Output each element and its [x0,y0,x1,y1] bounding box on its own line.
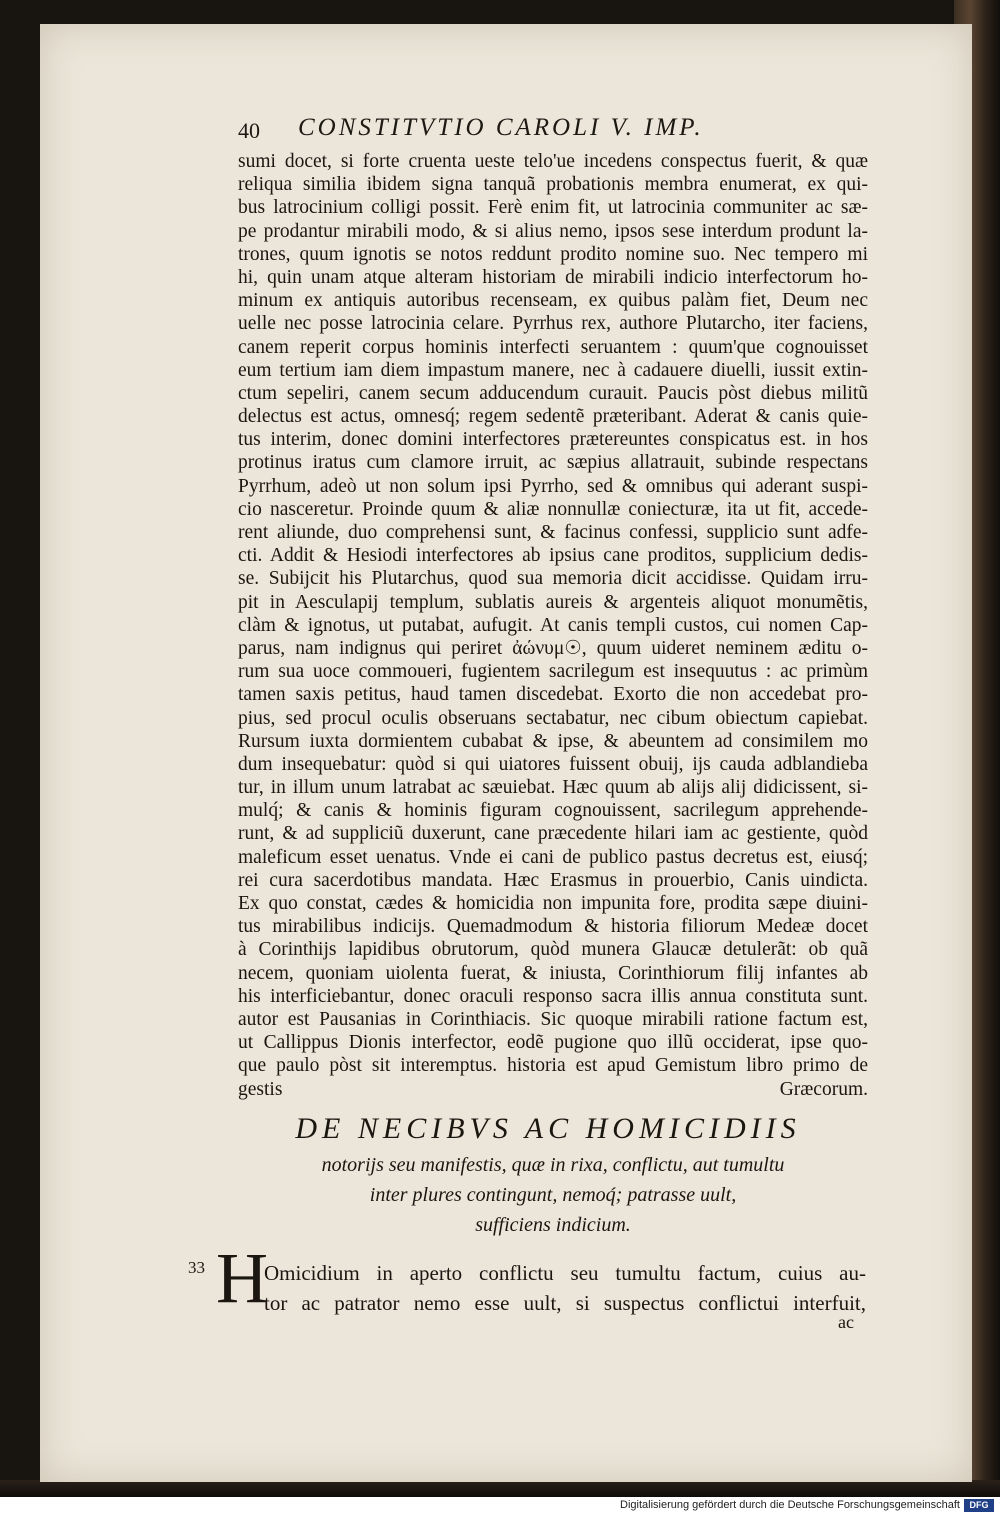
text-line: tus interim, donec domini interfectores prætereuntes conspicatus est. in hos [238,429,868,451]
article-line: tor ac patrator nemo esse uult, si suspectus conflictui interfuit, [264,1291,866,1315]
text-line: eum tertium iam diem impastum manere, nec à cadauere diuelli, iussit extin- [238,359,868,381]
text-line: Ex quo constat, cædes & homicidia non impunita fore, prodita sæpe diuini- [238,893,868,914]
text-line: sumi docet, si forte cruenta ueste telo'ue incedens conspectus fuerit, & quæ [238,151,868,172]
text-line: que paulo pòst sit interemptus. historia est apud Gemistum libro primo de [238,1055,868,1077]
text-line: rent aliunde, duo comprehensi sunt, & facinus confessi, supplicio sunt adfe- [238,522,868,543]
text-line: à Corinthijs lapidibus obrutorum, quòd munera Glaucæ detulerãt: ob quã [238,939,868,961]
text-line: ctum sepeliri, canem secum adducendum curauit. Paucis pòst diebus militũ [238,382,868,404]
text-line: minum ex antiquis autoribus recenseam, ex quibus palàm fiet, Deum nec [238,290,868,312]
page-number: 40 [238,118,260,143]
subheading-line: sufficiens indicium. [475,1214,631,1236]
text-line: bus latrocinium colligi possit. Ferè enim fit, ut latrocinia communiter ac sæ- [238,197,868,219]
text-line: pe prodantur mirabili modo, & si alius nemo, ipsos sese interdum produnt la- [238,220,868,242]
text-line: ut Callippus Dionis interfector, eodẽ pugione quo illũ occiderat, ipse quo- [238,1032,868,1054]
text-line: rei cura sacerdotibus mandata. Hæc Erasmus in prouerbio, Canis uindicta. [238,869,868,891]
text-line: Rursum iuxta dormientem cubabat & ipse, & abeuntem ad consimilem mo [238,730,868,752]
article-text [264,1258,866,1318]
text-line: mulq́; & canis & hominis figuram cognouissent, sacrilegum apprehende- [238,800,868,822]
text-line: runt, & ad suppliciũ duxerunt, cane præcedente hilari iam ac gestiente, quòd [238,823,868,845]
dfg-logo: DFG [964,1499,994,1512]
article-number: 33 [188,1258,205,1277]
text-line: tus mirabilibus indicijs. Quemadmodum & historia filiorum Medeæ docet [238,916,868,938]
section-subheading [238,1150,868,1240]
subheading-line: notorijs seu manifestis, quæ in rixa, conflictu, aut tumultu [321,1154,785,1176]
article-line: Omicidium in aperto conflictu seu tumultu factum, cuius au- [264,1261,866,1285]
text-line: hi, quin unam atque alteram historiam de mirabili indicio interfectorum ho- [238,266,868,288]
section-heading: DE NECIBVS AC HOMICIDIIS [295,1112,801,1145]
footer-bar [0,1497,1000,1515]
text-line: uelle nec posse latrocinia celare. Pyrrhus rex, authore Plutarcho, iter faciens, [238,313,868,335]
text-line: pius, sed procul oculis obseruans sectabatur, nec cibum obiectum capiebat. [238,707,868,729]
text-line: cio nasceretur. Proinde quum & aliæ nonnullæ coniecturæ, ita ut fit, accede- [238,498,868,520]
catchword: ac [838,1312,854,1332]
funding-credit: Digitalisierung gefördert durch die Deutsche Forschungsgemeinschaft [620,1499,960,1511]
text-line: parus, nam indignus qui periret ἀώνυμ☉, quum uideret neminem æditu o- [238,637,868,659]
body-text [238,150,868,1101]
text-line: pit in Aesculapij templum, sublatis aureis & argenteis aliquot monumẽtis, [238,591,868,613]
text-line: clàm & ignotus, ut putabat, aufugit. At canis templi custos, cui nomen Cap- [238,614,868,636]
subheading-line: inter plures contingunt, nemoq́; patrasse uult, [369,1184,737,1206]
text-line: his interficiebantur, donec oraculi responso sacra illis annua constituta sunt. [238,985,868,1007]
text-line: tamen saxis petitus, haud tamen discedebat. Exorto die non accedebat pro- [238,684,868,706]
text-line: gestis Græcorum. [238,1078,868,1100]
text-line: delectus est actus, omnesq́; regem sedentẽ præteribant. Aderat & canis quie- [238,406,868,428]
text-line: se. Subijcit his Plutarchus, quod sua memoria dicit accidisse. Quidam irru- [238,568,868,590]
text-line: rum sua uoce commoueri, fugientem sacrilegum est insequutus : ac primùm [238,661,868,683]
text-line: trones, quum ignotis se notos reddunt prodito nomine suo. Nec tempero mi [238,243,868,265]
text-line: protinus iratus cum clamore irruit, ac sæpius allatrauit, subinde respectans [238,452,868,474]
text-line: autor est Pausanias in Corinthiacis. Sic quoque mirabili ratione factum est, [238,1008,868,1030]
text-line: maleficum esset uenatus. Vnde ei cani de publico pastus decretus est, eiusq́; [238,846,868,868]
text-line: Pyrrhum, adeò ut non solum ipsi Pyrrho, sed & omnibus qui aderant suspi- [238,475,868,497]
text-line: canem reperit corpus hominis interfecti seruantem : quum'que cognouisset [238,336,868,358]
text-line: necem, quoniam uiolenta fuerat, & iniusta, Corinthiorum filij infantes ab [238,962,868,984]
running-head: CONSTITVTIO CAROLI V. IMP. [298,114,704,141]
text-line: cti. Addit & Hesiodi interfectores ab ipsius cane proditos, supplicium dedis- [238,545,868,567]
text-line: dum insequebatur: quòd si qui uiatores fuissent obuij, ijs cauda adblandieba [238,753,868,775]
text-line: tur, in illum unum latrabat ac sæuiebat. Hæc quum ab alijs alij didicissent, si- [238,777,868,799]
drop-cap-initial: H [216,1238,268,1318]
text-line: reliqua similia ibidem signa tanquã probationis membra enumerat, ex qui- [238,174,868,196]
scan-bottom-edge [0,1480,1000,1497]
